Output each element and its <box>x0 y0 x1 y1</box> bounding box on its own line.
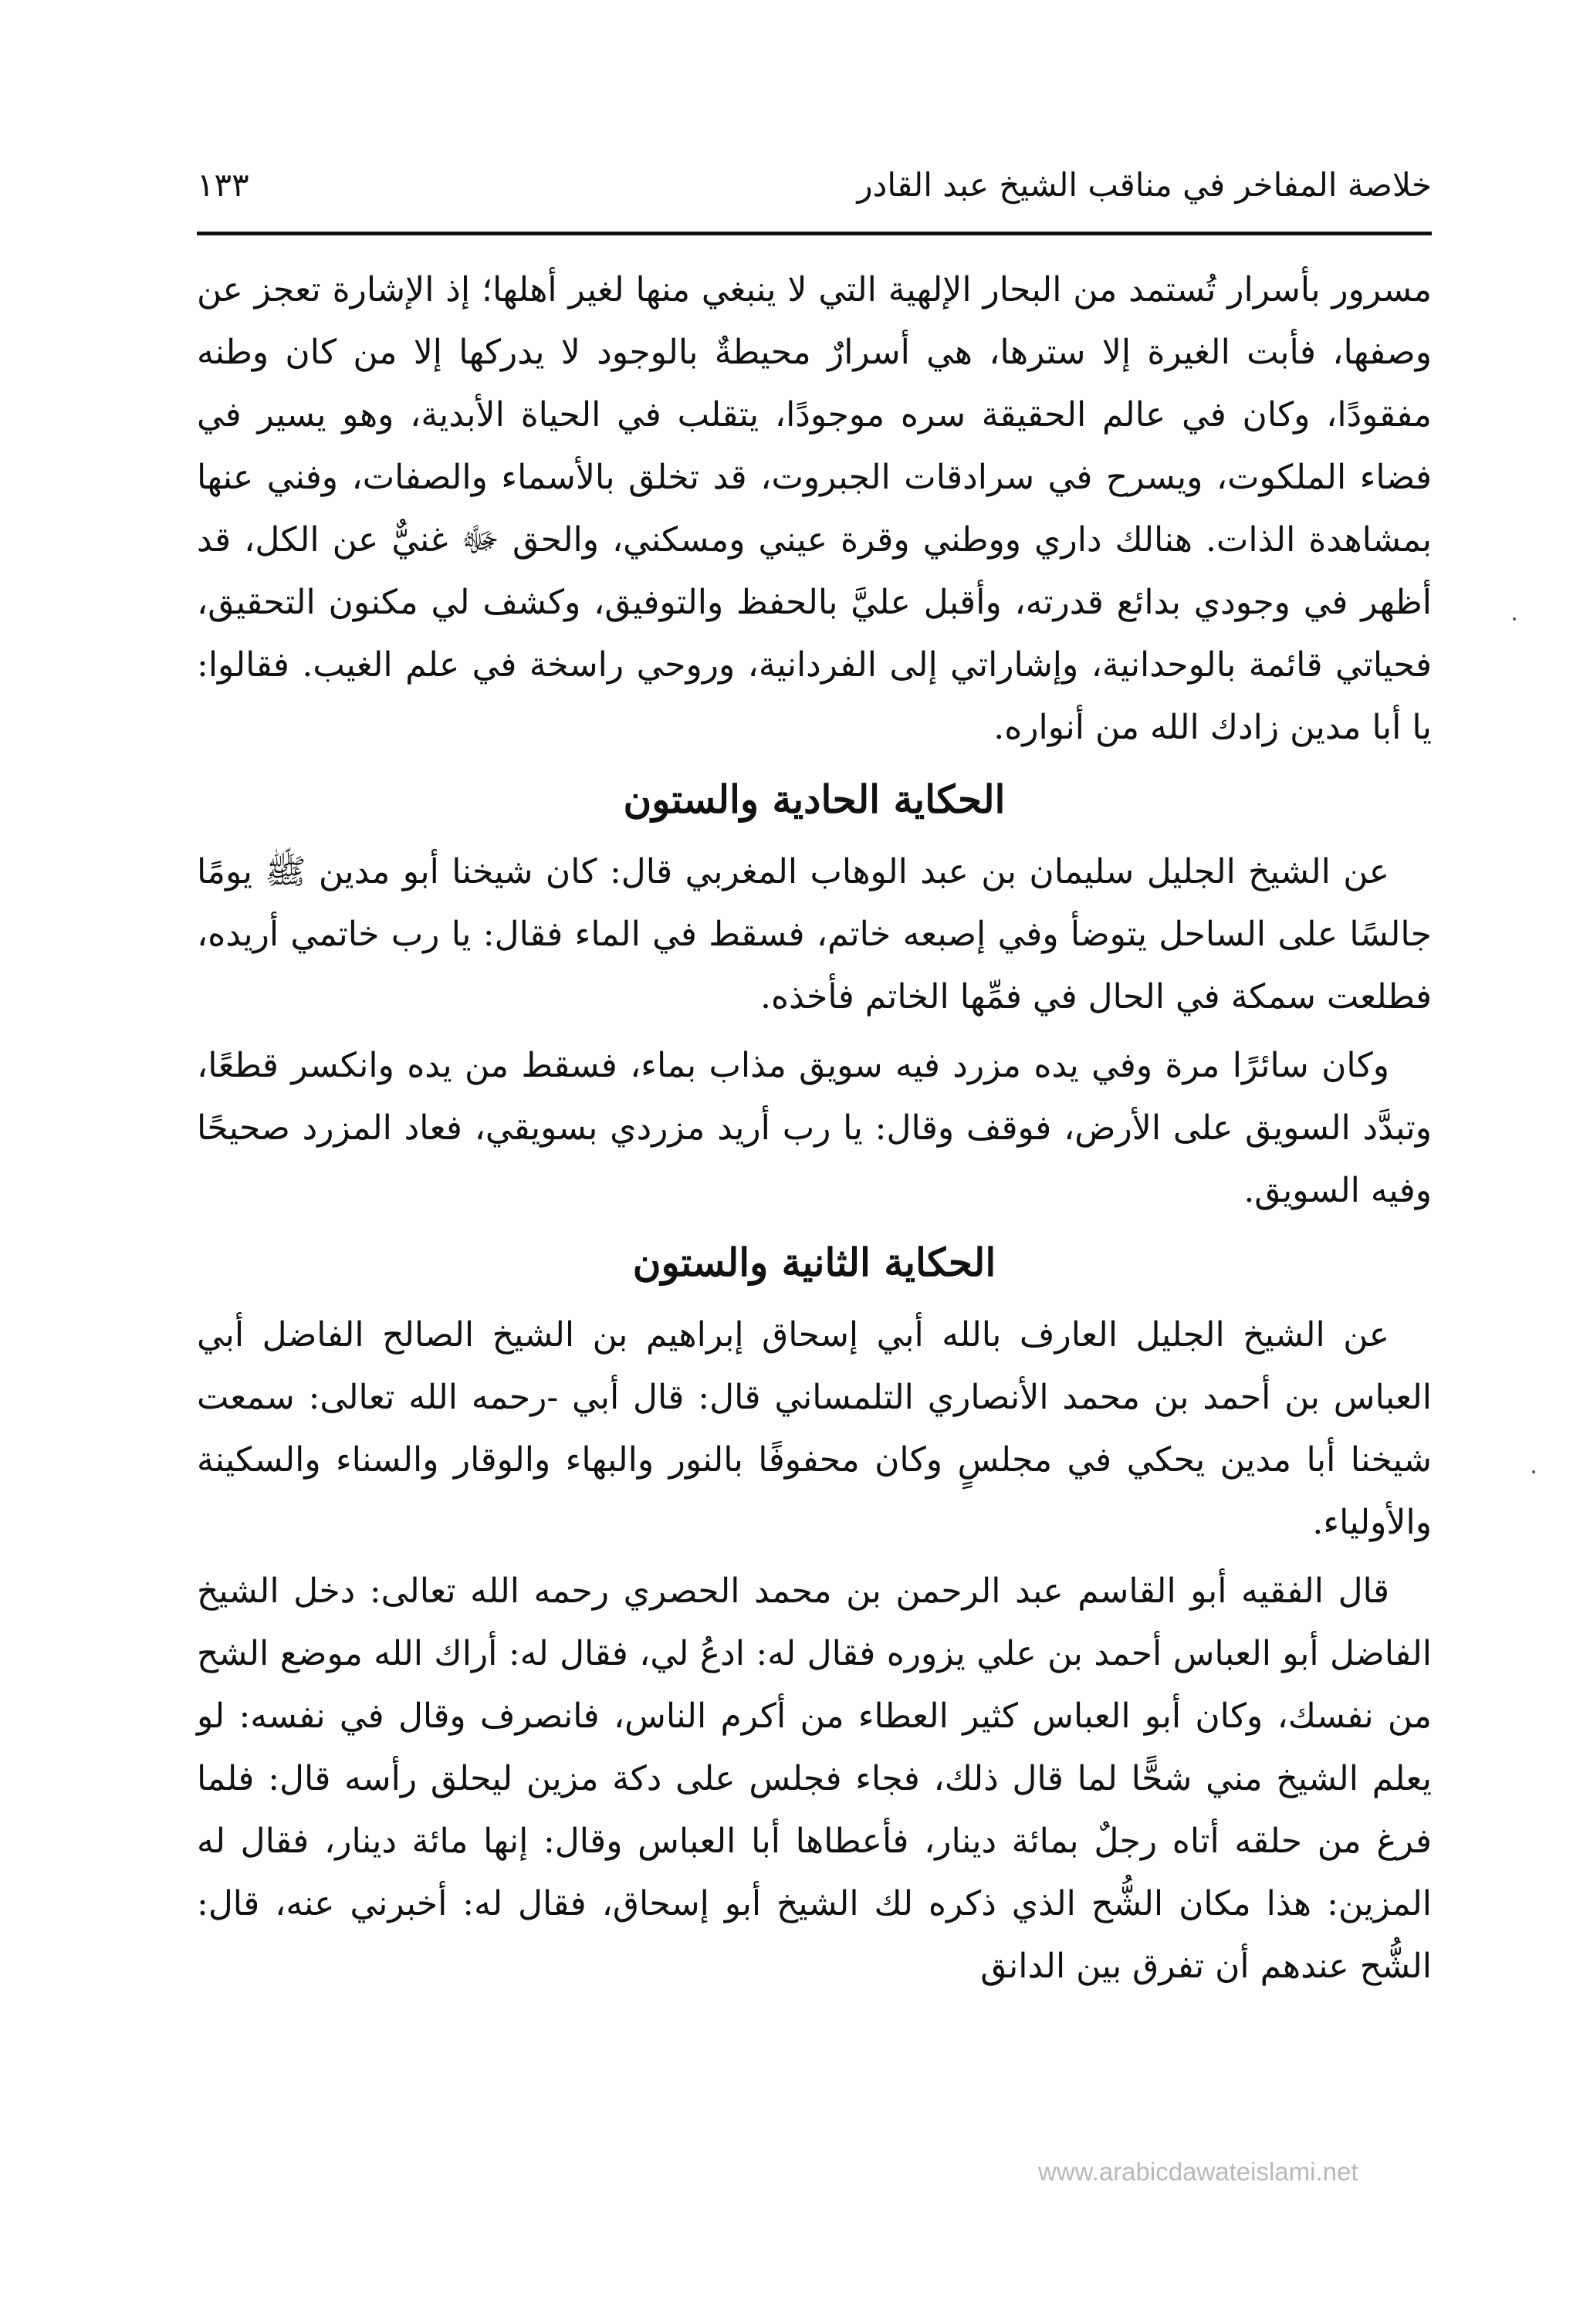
paragraph: قال الفقيه أبو القاسم عبد الرحمن بن محمد الحصري رحمه الله تعالى: دخل الشيخ الفاضل أبو العباس أحمد بن علي يزوره فقال له: ادعُ لي، فقال له: أراك الله موضع الشح من نفسك، وكان أبو العباس كثير العطاء من أكرم الناس، فانصرف وقال في نفسه: لو يعلم الشيخ مني شحًّا لما قال ذلك، فجاء فجلس على دكة مزين ليحلق رأسه قال: فلما فرغ من حلقه أتاه رجلٌ بمائة دينار، فأعطاها أبا العباس وقال: إنها مائة دينار، فقال له المزين: هذا مكان الشُّح الذي ذكره لك الشيخ أبو إسحاق، فقال له: أخبرني عنه، قال: الشُّح عندهم أن تفرق بين الدانق <box>197 1571 1433 1986</box>
page-number: ١٣٣ <box>197 166 249 204</box>
section-heading: الحكاية الحادية والستون <box>623 776 1006 822</box>
scan-speck <box>1532 1470 1535 1473</box>
paragraph: عن الشيخ الجليل العارف بالله أبي إسحاق إبراهيم بن الشيخ الصالح الفاضل أبي العباس بن أحمد بن محمد الأنصاري التلمساني قال: قال أبي -رحمه الله تعالى: سمعت شيخنا أبا مدين يحكي في مجلسٍ وكان محفوفًا بالنور والبهاء والوقار والسناء والسكينة والأولياء. <box>197 1315 1432 1542</box>
paragraph: مسرور بأسرار تُستمد من البحار الإلهية التي لا ينبغي منها لغير أهلها؛ إذ الإشارة تعجز عن وصفها، فأبت الغيرة إلا سترها، هي أسرارٌ محيطةٌ بالوجود لا يدركها إلا من كان وطنه مفقودًا، وكان في عالم الحقيقة سره موجودًا، يتقلب في الحياة الأبدية، وهو يسير في فضاء الملكوت، ويسرح في سرادقات الجبروت، قد تخلق بالأسماء والصفات، وفني عنها بمشاهدة الذات. هنالك داري ووطني وقرة عيني ومسكني، والحق ﷻ غنيٌّ عن الكل، قد أظهر في وجودي بدائع قدرته، وأقبل عليَّ بالحفظ والتوفيق، وكشف لي مكنون التحقيق، فحياتي قائمة بالوحدانية، وإشاراتي إلى الفردانية، وروحي راسخة في علم الغيب. فقالوا: يا أبا مدين زادك الله من أنواره. <box>197 270 1433 747</box>
running-title: خلاصة المفاخر في مناقب الشيخ عبد القادر <box>857 166 1432 204</box>
section-heading: الحكاية الثانية والستون <box>632 1240 996 1285</box>
scan-speck <box>1513 617 1516 621</box>
header-rule <box>197 232 1432 235</box>
paragraph: عن الشيخ الجليل سليمان بن عبد الوهاب المغربي قال: كان شيخنا أبو مدين ﷺ يومًا جالسًا على الساحل يتوضأ وفي إصبعه خاتم، فسقط في الماء فقال: يا رب خاتمي أريده، فطلعت سمكة في الحال في فمِّها الخاتم فأخذه. <box>197 852 1432 1017</box>
body-text <box>197 259 1432 2004</box>
page-header <box>197 158 1432 220</box>
watermark-url: www.arabicdawateislami.net <box>1038 2157 1358 2186</box>
paragraph: وكان سائرًا مرة وفي يده مزرد فيه سويق مذاب بماء، فسقط من يده وانكسر قطعًا، وتبدَّد السويق على الأرض، فوقف وقال: يا رب أريد مزردي بسويقي، فعاد المزرد صحيحًا وفيه السويق. <box>197 1046 1432 1210</box>
